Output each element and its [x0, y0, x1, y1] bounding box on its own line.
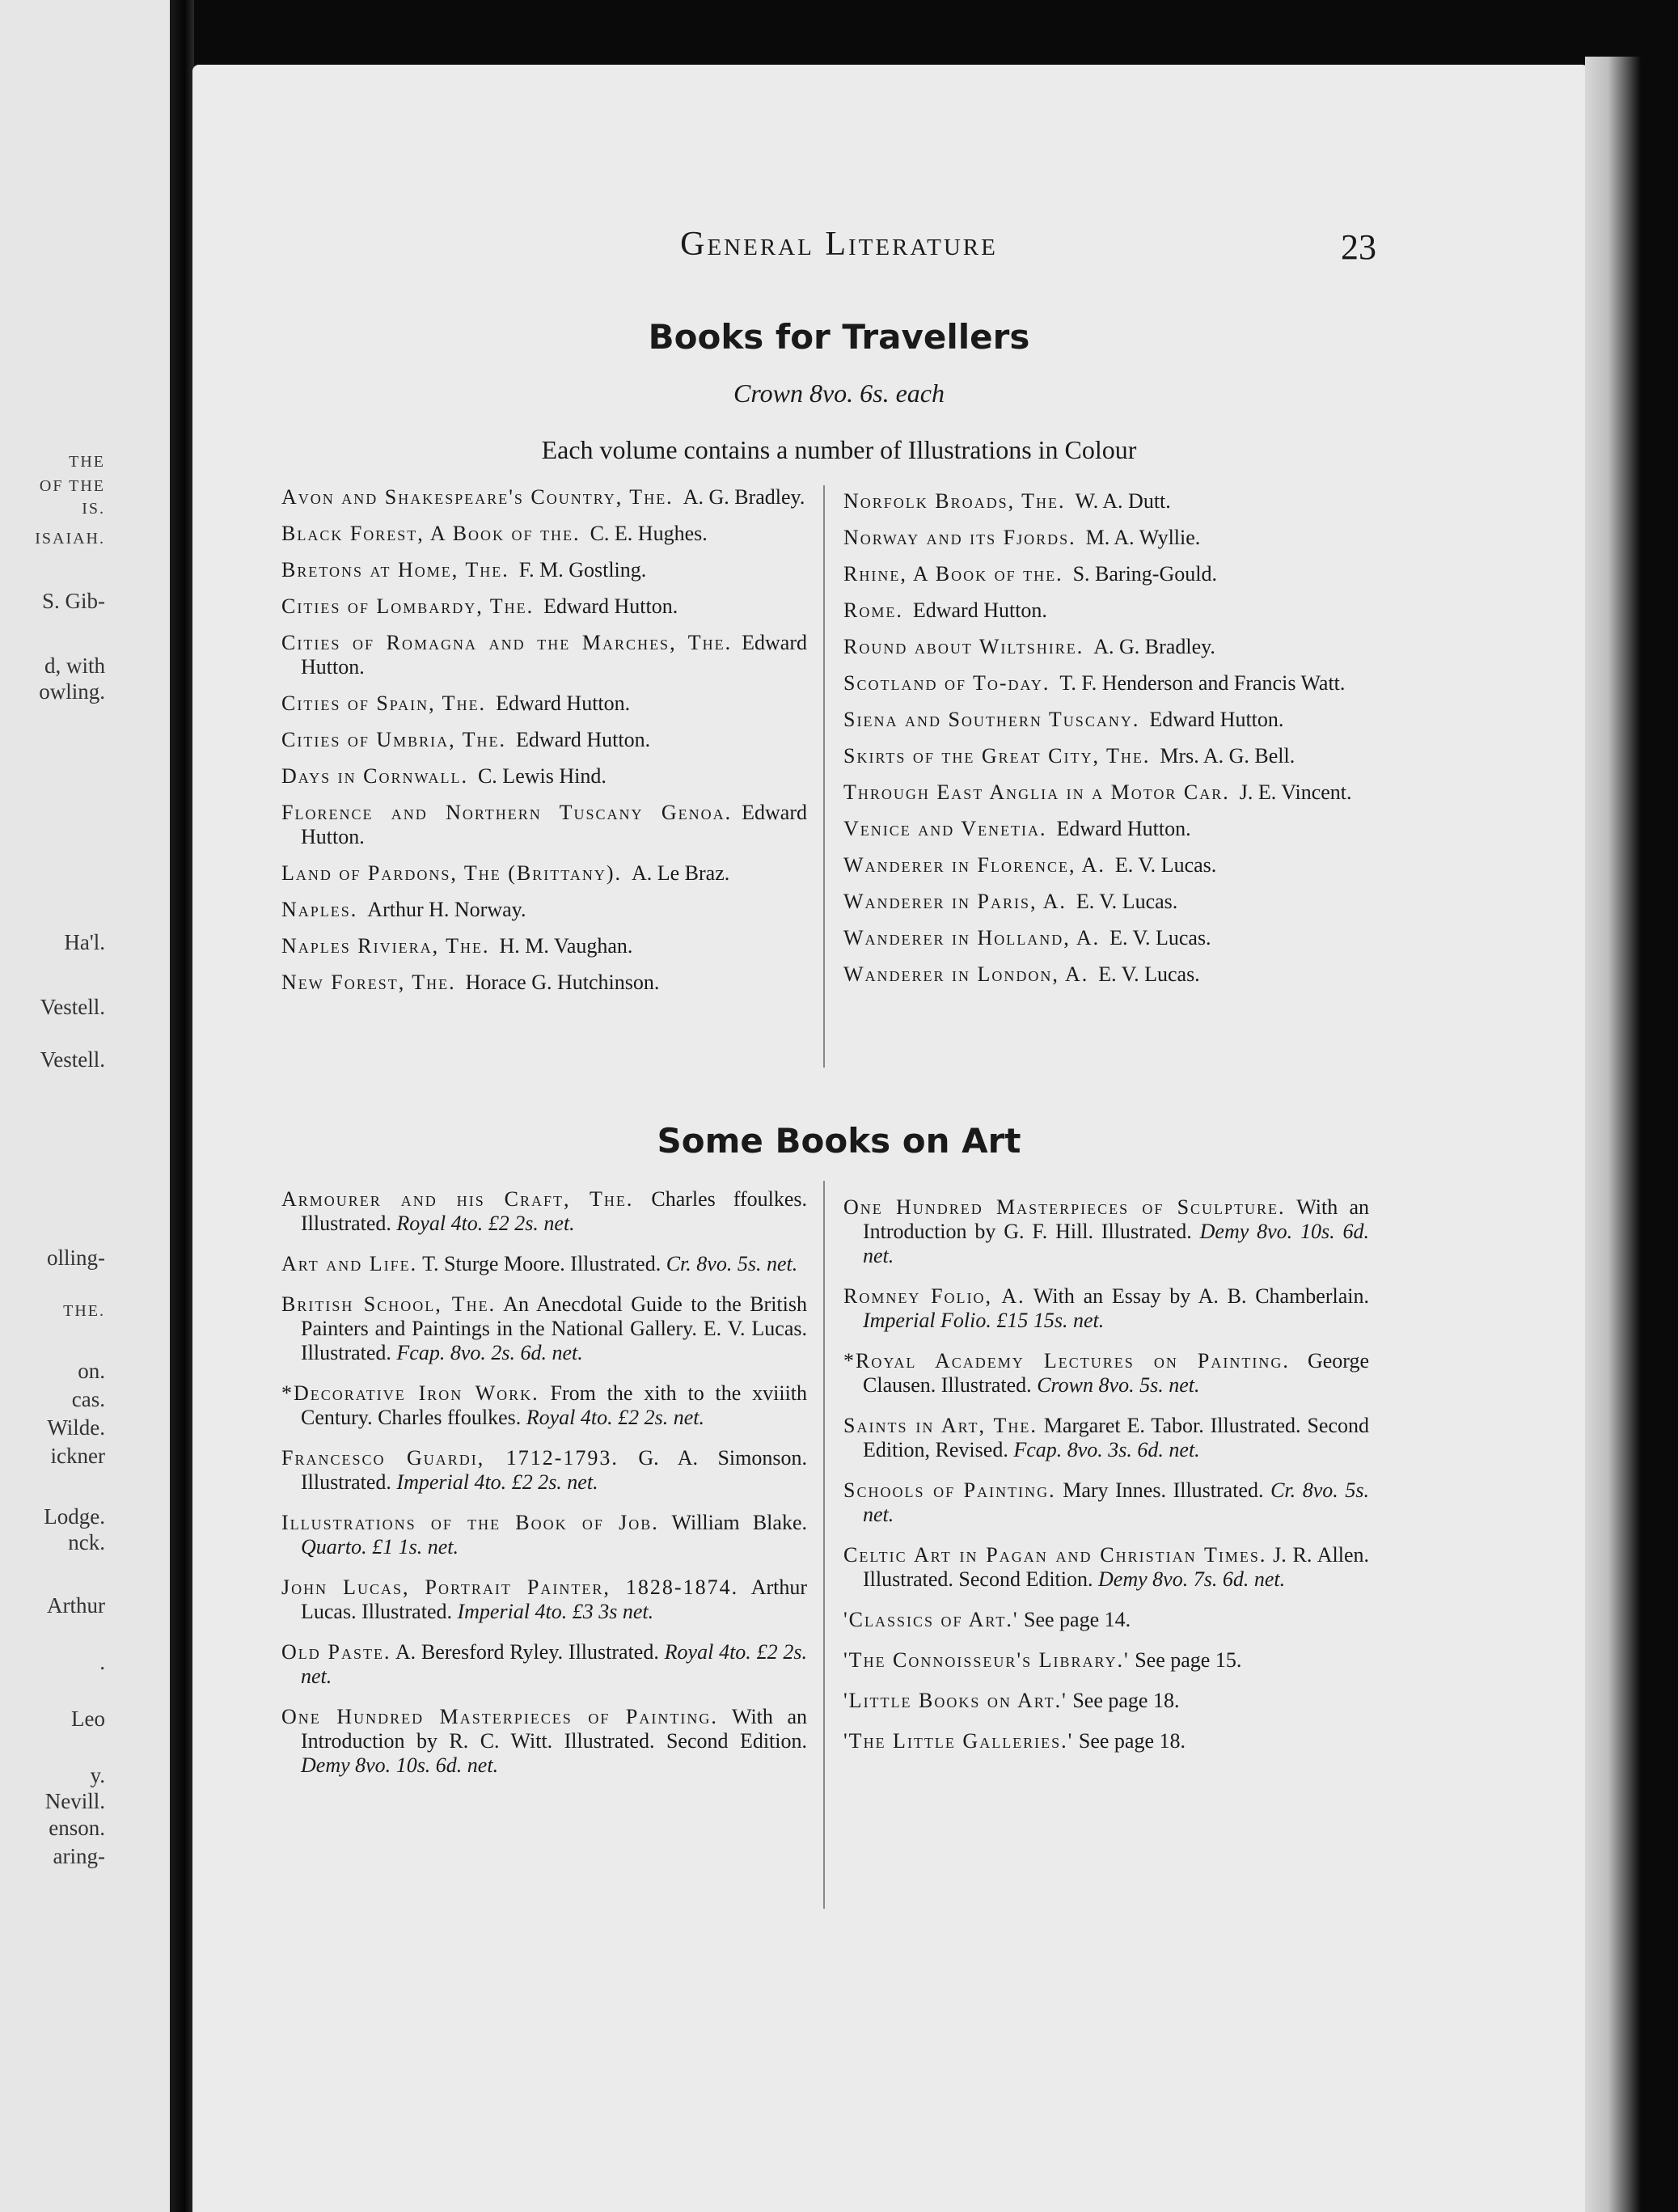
- book-entry: [281, 898, 807, 922]
- book-entry: [843, 1195, 1369, 1268]
- book-author: Edward Hutton.: [301, 801, 807, 848]
- travellers-left-column: [281, 485, 807, 1007]
- book-author: E. V. Lucas.: [1114, 853, 1217, 877]
- book-price: £2 2s. net.: [301, 1640, 808, 1688]
- book-price: 2s. 6d. net.: [491, 1341, 583, 1364]
- left-page-text-fragment: aring-: [53, 1844, 105, 1868]
- book-entry: [843, 562, 1369, 586]
- book-title: Bretons at Home, The.: [281, 558, 509, 582]
- book-title: Schools of Painting.: [843, 1478, 1056, 1502]
- book-description: See page 15.: [1135, 1648, 1242, 1672]
- book-title: One Hundred Masterpieces of Sculpture.: [843, 1195, 1286, 1219]
- book-author: Edward Hutton.: [301, 631, 807, 679]
- book-entry: [281, 934, 807, 958]
- book-title: Through East Anglia in a Motor Car.: [843, 780, 1230, 804]
- book-entry: [281, 764, 807, 789]
- book-entry: [281, 971, 807, 995]
- book-author: H. M. Vaughan.: [499, 934, 633, 958]
- book-title: Old Paste.: [281, 1640, 391, 1664]
- book-entry: [843, 1284, 1369, 1333]
- book-title: 'The Connoisseur's Library.': [843, 1648, 1130, 1672]
- book-author: Mrs. A. G. Bell.: [1160, 744, 1295, 768]
- book-format: Demy 8vo.: [1098, 1567, 1189, 1591]
- book-format: Imperial Folio.: [863, 1309, 991, 1332]
- book-title: John Lucas, Portrait Painter, 1828-1874.: [281, 1575, 739, 1599]
- column-rule: [823, 1181, 825, 1909]
- book-description: J. R. Allen. Illustrated. Second Edition.: [863, 1543, 1370, 1591]
- book-description: See page 18.: [1078, 1729, 1186, 1753]
- book-entry: [843, 1543, 1369, 1592]
- book-entry: [843, 926, 1369, 950]
- book-format: Demy 8vo.: [301, 1753, 391, 1777]
- book-description: Mary Innes. Illustrated.: [1063, 1478, 1264, 1502]
- book-title: Wanderer in London, A.: [843, 962, 1089, 986]
- book-author: F. M. Gostling.: [518, 558, 647, 582]
- book-entry: [843, 708, 1369, 732]
- left-page-text-fragment: ickner: [50, 1444, 105, 1468]
- left-page-text-fragment: Ha'l.: [64, 930, 105, 954]
- book-entry: [843, 817, 1369, 841]
- book-title: Florence and Northern Tuscany Genoa.: [281, 801, 733, 824]
- left-page-text-fragment: on.: [78, 1359, 105, 1383]
- book-title: New Forest, The.: [281, 971, 456, 994]
- book-description: Charles ffoulkes. Illustrated.: [301, 1187, 807, 1235]
- book-entry: [281, 631, 807, 679]
- book-title: *Royal Academy Lectures on Painting.: [843, 1349, 1290, 1372]
- book-entry: [281, 1511, 807, 1559]
- book-entry: [281, 485, 807, 510]
- left-page-text-fragment: Arthur: [47, 1593, 105, 1618]
- book-author: E. V. Lucas.: [1098, 962, 1200, 986]
- book-entry: [281, 594, 807, 619]
- book-price: 5s. net.: [737, 1252, 798, 1275]
- book-format: Imperial 4to.: [396, 1470, 507, 1494]
- book-entry: [843, 962, 1369, 987]
- book-title: British School, The.: [281, 1292, 497, 1316]
- book-entry: [843, 1478, 1369, 1527]
- book-format: Cr. 8vo.: [1270, 1478, 1338, 1502]
- book-price: 5s. net.: [1139, 1373, 1200, 1397]
- book-title: Illustrations of the Book of Job.: [281, 1511, 659, 1534]
- book-author: J. E. Vincent.: [1239, 780, 1352, 804]
- book-title: Saints in Art, The.: [843, 1414, 1038, 1437]
- book-author: C. Lewis Hind.: [477, 764, 607, 788]
- book-entry: [843, 635, 1369, 659]
- book-title: Naples.: [281, 898, 358, 921]
- book-entry: [281, 1575, 807, 1624]
- left-page-text-fragment: THE: [69, 453, 105, 471]
- book-price: £15 15s. net.: [996, 1309, 1105, 1332]
- book-description: T. Sturge Moore. Illustrated.: [422, 1252, 661, 1275]
- book-description: William Blake.: [671, 1511, 807, 1534]
- book-title: Rome.: [843, 598, 903, 622]
- left-page-text-fragment: enson.: [49, 1816, 105, 1840]
- section-title-travellers: Books for Travellers: [648, 317, 1030, 357]
- book-entry: [281, 558, 807, 582]
- book-author: Edward Hutton.: [543, 594, 678, 618]
- book-entry: [843, 1349, 1369, 1398]
- left-page-text-fragment: nck.: [68, 1530, 105, 1554]
- travellers-note: Each volume contains a number of Illustrations in Colour: [541, 435, 1137, 464]
- book-title: Norfolk Broads, The.: [843, 489, 1066, 513]
- book-author: E. V. Lucas.: [1110, 926, 1211, 950]
- book-price: £2 2s. net.: [511, 1470, 598, 1494]
- book-title: 'Classics of Art.': [843, 1608, 1019, 1631]
- book-title: Armourer and his Craft, The.: [281, 1187, 634, 1211]
- book-title: Scotland of To-day.: [843, 671, 1050, 695]
- book-price: 10s. 6d. net.: [395, 1753, 499, 1777]
- left-page-text-fragment: cas.: [71, 1387, 105, 1411]
- book-entry: [281, 1446, 807, 1495]
- book-description: G. A. Simonson. Illustrated.: [301, 1446, 807, 1494]
- book-title: Art and Life.: [281, 1252, 418, 1275]
- book-author: T. F. Henderson and Francis Watt.: [1059, 671, 1346, 695]
- book-author: S. Baring-Gould.: [1072, 562, 1217, 586]
- book-author: C. E. Hughes.: [590, 522, 708, 545]
- book-entry: [281, 728, 807, 752]
- book-author: Edward Hutton.: [912, 598, 1047, 622]
- book-entry: [843, 1608, 1369, 1632]
- book-description: Margaret E. Tabor. Illustrated. Second Edition, Revised.: [863, 1414, 1369, 1461]
- book-description: Arthur Lucas. Illustrated.: [301, 1575, 807, 1623]
- book-title: Avon and Shakespeare's Country, The.: [281, 485, 674, 509]
- book-title: One Hundred Masterpieces of Painting.: [281, 1705, 718, 1728]
- book-entry: [843, 526, 1369, 550]
- book-price: 10s. 6d. net.: [863, 1220, 1370, 1267]
- running-head: General Literature: [680, 226, 998, 263]
- book-format: Royal 4to.: [396, 1212, 484, 1235]
- book-author: A. G. Bradley.: [1093, 635, 1215, 658]
- book-entry: [281, 801, 807, 849]
- book-format: Demy 8vo.: [1199, 1220, 1293, 1243]
- art-left-column: [281, 1187, 807, 1794]
- left-page-text-fragment: IS.: [82, 500, 105, 518]
- book-title: 'The Little Galleries.': [843, 1729, 1074, 1753]
- book-format: Fcap. 8vo.: [396, 1341, 486, 1364]
- book-title: Wanderer in Paris, A.: [843, 890, 1067, 913]
- book-price: 5s. net.: [863, 1478, 1370, 1526]
- book-title: Skirts of the Great City, The.: [843, 744, 1151, 768]
- book-entry: [281, 1292, 807, 1365]
- book-description: A. Beresford Ryley. Illustrated.: [395, 1640, 659, 1664]
- book-price: £3 3s net.: [572, 1600, 654, 1623]
- book-entry: [281, 692, 807, 716]
- book-format: Crown 8vo.: [1037, 1373, 1135, 1397]
- book-title: Rhine, A Book of the.: [843, 562, 1063, 586]
- book-title: Black Forest, A Book of the.: [281, 522, 581, 545]
- book-format: Quarto.: [301, 1535, 367, 1559]
- book-description: See page 14.: [1024, 1608, 1131, 1631]
- book-entry: [843, 890, 1369, 914]
- book-author: A. G. Bradley.: [683, 485, 805, 509]
- book-title: Cities of Spain, The.: [281, 692, 487, 715]
- book-price: 7s. 6d. net.: [1193, 1567, 1286, 1591]
- book-entry: [281, 1640, 807, 1689]
- book-format: Cr. 8vo.: [666, 1252, 733, 1275]
- column-rule: [823, 485, 825, 1068]
- book-author: Edward Hutton.: [496, 692, 631, 715]
- book-author: W. A. Dutt.: [1075, 489, 1171, 513]
- book-title: Norway and its Fjords.: [843, 526, 1076, 549]
- book-title: Wanderer in Holland, A.: [843, 926, 1101, 950]
- book-entry: [843, 1729, 1369, 1753]
- book-description: With an Introduction by G. F. Hill. Illustrated.: [863, 1195, 1369, 1243]
- left-page-text-fragment: olling-: [47, 1246, 105, 1270]
- book-entry: [281, 1705, 807, 1778]
- book-author: E. V. Lucas.: [1076, 890, 1178, 913]
- left-page-text-fragment: d, with: [44, 653, 105, 678]
- section-title-art: Some Books on Art: [657, 1121, 1021, 1161]
- book-entry: [281, 1252, 807, 1276]
- book-title: Celtic Art in Pagan and Christian Times.: [843, 1543, 1267, 1567]
- book-entry: [843, 598, 1369, 623]
- book-description: From the xith to the xviiith Century. Charles ffoulkes.: [301, 1381, 808, 1429]
- book-author: A. Le Braz.: [631, 861, 730, 885]
- book-format: Royal 4to.: [664, 1640, 751, 1664]
- book-entry: [843, 1414, 1369, 1462]
- book-title: Cities of Lombardy, The.: [281, 594, 535, 618]
- book-title: 'Little Books on Art.': [843, 1689, 1067, 1712]
- book-title: Round about Wiltshire.: [843, 635, 1084, 658]
- left-page-text-fragment: S. Gib-: [41, 589, 105, 613]
- book-author: Horace G. Hutchinson.: [465, 971, 660, 994]
- art-right-column: [843, 1195, 1369, 1770]
- book-title: Siena and Southern Tuscany.: [843, 708, 1140, 731]
- book-author: Edward Hutton.: [1056, 817, 1191, 840]
- book-author: Edward Hutton.: [1149, 708, 1284, 731]
- left-page-text-fragment: Lodge.: [44, 1504, 105, 1529]
- left-page-text-fragment: Wilde.: [47, 1415, 105, 1440]
- book-format: Imperial 4to.: [457, 1600, 568, 1623]
- book-title: Naples Riviera, The.: [281, 934, 490, 958]
- book-title: Cities of Umbria, The.: [281, 728, 507, 751]
- left-page-text-fragment: owling.: [39, 679, 105, 704]
- left-page-text-fragment: Vestell.: [40, 995, 105, 1019]
- book-title: Romney Folio, A.: [843, 1284, 1025, 1308]
- book-entry: [843, 1689, 1369, 1713]
- left-page-text-fragment: Vestell.: [40, 1047, 105, 1072]
- book-entry: [281, 1381, 807, 1430]
- left-page-text-fragment: y.: [90, 1763, 105, 1787]
- book-format: Fcap. 8vo.: [1013, 1438, 1103, 1461]
- left-page-text-fragment: Nevill.: [44, 1789, 105, 1813]
- book-description: See page 18.: [1072, 1689, 1180, 1712]
- travellers-subtitle: Crown 8vo. 6s. each: [733, 379, 945, 408]
- book-price: £2 2s. net.: [488, 1212, 575, 1235]
- book-title: Francesco Guardi, 1712-1793.: [281, 1446, 619, 1470]
- book-title: Land of Pardons, The (Brittany).: [281, 861, 622, 885]
- left-page-text-fragment: Leo: [71, 1707, 105, 1731]
- book-entry: [281, 1187, 807, 1236]
- book-description: George Clausen. Illustrated.: [863, 1349, 1370, 1397]
- book-entry: [281, 522, 807, 546]
- book-title: Days in Cornwall.: [281, 764, 468, 788]
- book-description: An Anecdotal Guide to the British Painters and Paintings in the National Gallery. E. V. Lucas. Illustrated.: [301, 1292, 807, 1364]
- book-description: With an Essay by A. B. Chamberlain.: [1033, 1284, 1369, 1308]
- left-page-text-fragment: ISAIAH.: [35, 530, 105, 548]
- book-author: Arthur H. Norway.: [367, 898, 526, 921]
- book-price: 3s. 6d. net.: [1108, 1438, 1200, 1461]
- book-entry: [843, 1648, 1369, 1673]
- book-entry: [843, 489, 1369, 514]
- book-entry: [843, 780, 1369, 805]
- book-format: Royal 4to.: [526, 1406, 613, 1429]
- book-author: M. A. Wyllie.: [1085, 526, 1201, 549]
- book-author: Edward Hutton.: [516, 728, 651, 751]
- page-number: 23: [1341, 227, 1376, 267]
- book-entry: [843, 853, 1369, 878]
- left-page-text-fragment: THE.: [63, 1302, 105, 1320]
- left-page-text-fragment: .: [99, 1650, 105, 1674]
- book-price: £1 1s. net.: [372, 1535, 459, 1559]
- book-title: *Decorative Iron Work.: [281, 1381, 539, 1405]
- book-entry: [843, 671, 1369, 696]
- book-title: Wanderer in Florence, A.: [843, 853, 1105, 877]
- book-entry: [281, 861, 807, 886]
- book-title: Cities of Romagna and the Marches, The.: [281, 631, 733, 654]
- left-page-text-fragment: OF THE: [39, 477, 105, 495]
- travellers-right-column: [843, 489, 1369, 999]
- book-description: With an Introduction by R. C. Witt. Illustrated. Second Edition.: [301, 1705, 807, 1753]
- book-price: £2 2s. net.: [618, 1406, 704, 1429]
- book-entry: [843, 744, 1369, 768]
- book-title: Venice and Venetia.: [843, 817, 1047, 840]
